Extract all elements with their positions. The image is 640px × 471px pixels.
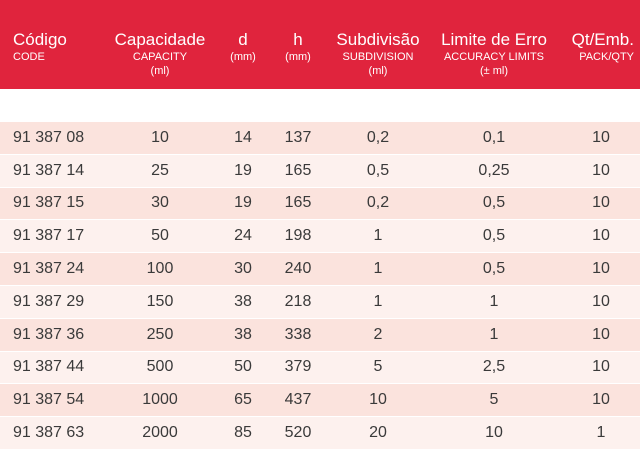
- header-capacity-title: Capacidade: [114, 30, 206, 49]
- cell-pack: 10: [592, 260, 610, 278]
- cell-pack: 10: [592, 391, 610, 409]
- cell-h: 218: [284, 292, 312, 310]
- header-subdivision-title: Subdivisão: [336, 30, 420, 49]
- cell-pack: 10: [592, 292, 610, 310]
- cell-accuracy: 2,5: [482, 358, 506, 376]
- cell-accuracy: 0,5: [482, 227, 506, 245]
- cell-d: 30: [234, 260, 252, 278]
- cell-d: 65: [234, 391, 252, 409]
- cell-capacity: 250: [146, 325, 174, 343]
- cell-subdivision: 20: [369, 424, 387, 442]
- cell-accuracy: 1: [489, 325, 499, 343]
- header-d: [218, 0, 268, 89]
- cell-h: 520: [284, 424, 312, 442]
- table-row: [0, 188, 640, 221]
- cell-d: 24: [234, 227, 252, 245]
- table-row: [0, 417, 640, 450]
- cell-accuracy: 0,1: [482, 128, 506, 146]
- cell-subdivision: 0,5: [366, 161, 390, 179]
- table-row: [0, 352, 640, 385]
- cell-h: 379: [284, 358, 312, 376]
- cell-pack: 10: [592, 128, 610, 146]
- header-h-title: h: [293, 30, 303, 49]
- cell-code: 91 387 44: [13, 358, 85, 376]
- header-accuracy: [432, 0, 556, 89]
- table-header: [0, 0, 640, 89]
- cell-h: 165: [284, 194, 312, 212]
- header-spacer: [0, 89, 640, 122]
- header-capacity-unit: (ml): [150, 65, 170, 77]
- cell-capacity: 100: [146, 260, 174, 278]
- header-pack: [556, 0, 640, 89]
- table-row: [0, 220, 640, 253]
- cell-accuracy: 0,25: [478, 161, 510, 179]
- cell-subdivision: 5: [373, 358, 383, 376]
- cell-code: 91 387 15: [13, 194, 85, 212]
- cell-capacity: 30: [151, 194, 169, 212]
- cell-pack: 10: [592, 227, 610, 245]
- cell-d: 14: [234, 128, 252, 146]
- cell-h: 165: [284, 161, 312, 179]
- cell-code: 91 387 54: [13, 391, 85, 409]
- cell-d: 19: [234, 161, 252, 179]
- cell-capacity: 2000: [142, 424, 178, 442]
- cell-accuracy: 0,5: [482, 194, 506, 212]
- cell-subdivision: 1: [373, 260, 383, 278]
- cell-subdivision: 0,2: [366, 194, 390, 212]
- cell-code: 91 387 36: [13, 325, 85, 343]
- cell-code: 91 387 17: [13, 227, 85, 245]
- header-pack-title: Qt/Emb.: [571, 30, 634, 49]
- cell-subdivision: 0,2: [366, 128, 390, 146]
- header-h-unit: (mm): [285, 51, 311, 63]
- cell-pack: 10: [592, 194, 610, 212]
- cell-accuracy: 5: [489, 391, 499, 409]
- cell-accuracy: 10: [485, 424, 503, 442]
- header-capacity: [110, 0, 210, 89]
- cell-capacity: 25: [151, 161, 169, 179]
- cell-accuracy: 1: [489, 292, 499, 310]
- header-subdivision-unit: (ml): [368, 65, 388, 77]
- header-d-unit: (mm): [230, 51, 256, 63]
- cell-capacity: 150: [146, 292, 174, 310]
- cell-subdivision: 1: [373, 292, 383, 310]
- table-row: [0, 155, 640, 188]
- table-row: [0, 384, 640, 417]
- cell-pack: 10: [592, 161, 610, 179]
- cell-h: 240: [284, 260, 312, 278]
- header-code-title: Código: [13, 30, 67, 49]
- table-row: [0, 122, 640, 155]
- cell-pack: 10: [592, 325, 610, 343]
- table-body: [0, 122, 640, 450]
- header-subdivision-subtitle: SUBDIVISION: [342, 51, 414, 63]
- header-d-title: d: [238, 30, 248, 49]
- header-accuracy-title: Limite de Erro: [441, 30, 547, 49]
- cell-h: 437: [284, 391, 312, 409]
- cell-accuracy: 0,5: [482, 260, 506, 278]
- header-capacity-subtitle: CAPACITY: [132, 51, 188, 63]
- header-code: [0, 0, 110, 89]
- cell-pack: 10: [592, 358, 610, 376]
- cell-d: 50: [234, 358, 252, 376]
- table-row: [0, 253, 640, 286]
- cell-capacity: 10: [151, 128, 169, 146]
- cell-subdivision: 2: [373, 325, 383, 343]
- cell-subdivision: 10: [369, 391, 387, 409]
- header-code-subtitle: CODE: [13, 51, 45, 63]
- cell-capacity: 50: [151, 227, 169, 245]
- cell-h: 198: [284, 227, 312, 245]
- cell-capacity: 500: [146, 358, 174, 376]
- cell-capacity: 1000: [142, 391, 178, 409]
- cell-d: 38: [234, 325, 252, 343]
- cell-code: 91 387 29: [13, 292, 85, 310]
- header-accuracy-subtitle: ACCURACY LIMITS: [443, 51, 545, 63]
- cell-code: 91 387 24: [13, 260, 85, 278]
- cell-d: 85: [234, 424, 252, 442]
- cell-d: 38: [234, 292, 252, 310]
- header-h: [272, 0, 324, 89]
- table-row: [0, 319, 640, 352]
- header-pack-subtitle: PACK/QTY: [579, 51, 634, 63]
- cell-code: 91 387 63: [13, 424, 85, 442]
- cell-code: 91 387 14: [13, 161, 85, 179]
- cell-h: 137: [284, 128, 312, 146]
- table-row: [0, 286, 640, 319]
- cell-h: 338: [284, 325, 312, 343]
- cell-d: 19: [234, 194, 252, 212]
- header-accuracy-unit: (± ml): [479, 65, 509, 77]
- cell-subdivision: 1: [373, 227, 383, 245]
- cell-code: 91 387 08: [13, 128, 85, 146]
- cell-pack: 1: [596, 424, 606, 442]
- header-subdivision: [330, 0, 426, 89]
